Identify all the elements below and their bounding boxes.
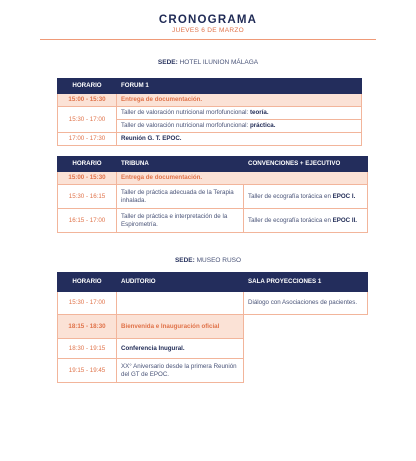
activity-emphasis: EPOC I. <box>332 192 356 200</box>
header-tribuna: TRIBUNA <box>117 157 244 172</box>
header-sala: SALA PROYECCIONES 1 <box>244 273 368 292</box>
venue-label: SEDE: <box>157 59 178 66</box>
activity-emphasis: teoría. <box>249 109 269 117</box>
activity-text: Taller de valoración nutricional morfofuncional: <box>121 122 250 130</box>
row-time: 15:00 - 15:30 <box>58 94 117 107</box>
activity-text: Taller de ecografía torácica en <box>248 216 333 224</box>
table-row <box>58 292 368 315</box>
row-activity <box>117 120 362 133</box>
row-activity-auditorio <box>117 292 244 315</box>
row-time: 15:30 - 17:00 <box>58 107 117 133</box>
museo-schedule-table <box>57 272 368 383</box>
row-activity-convenciones <box>244 209 368 233</box>
table-row <box>58 133 362 146</box>
row-empty-cell <box>244 339 368 359</box>
tribuna-schedule-table <box>57 156 368 233</box>
venue-label: SEDE: <box>174 257 195 264</box>
header-horario: HORARIO <box>58 79 117 94</box>
header-divider <box>40 39 376 40</box>
row-activity-tribuna: Taller de práctica adecuada de la Terapia inhalada. <box>117 185 244 209</box>
row-time: 18:15 - 18:30 <box>58 315 117 339</box>
header-auditorio: AUDITORIO <box>117 273 244 292</box>
activity-emphasis: EPOC II. <box>332 216 358 224</box>
venue-heading-museo <box>0 257 416 264</box>
row-activity: Entrega de documentación. <box>117 94 362 107</box>
page-title: CRONOGRAMA <box>158 14 258 26</box>
row-activity-tribuna: Taller de práctica e interpretación de la Espirometría. <box>117 209 244 233</box>
activity-text: Taller de valoración nutricional morfofuncional: <box>121 109 250 117</box>
table-header-row <box>58 79 362 94</box>
row-time: 16:15 - 17:00 <box>58 209 117 233</box>
activity-emphasis: práctica. <box>249 122 276 130</box>
row-activity-convenciones <box>244 185 368 209</box>
forum-schedule-table <box>57 78 362 146</box>
table-row <box>58 339 368 359</box>
row-activity: Entrega de documentación. <box>117 172 368 185</box>
table-row <box>58 172 368 185</box>
table-row <box>58 94 362 107</box>
page-date: JUEVES 6 DE MARZO <box>172 27 244 34</box>
table-row <box>58 315 368 339</box>
row-activity: Reunión G. T. EPOC. <box>117 133 362 146</box>
row-activity-auditorio: Conferencia Inugural. <box>117 339 244 359</box>
header-horario: HORARIO <box>58 273 117 292</box>
venue-heading-hotel <box>0 59 416 66</box>
row-time: 17:00 - 17:30 <box>58 133 117 146</box>
activity-text: Taller de ecografía torácica en <box>248 192 333 200</box>
page-header <box>0 14 416 34</box>
row-empty-cell <box>244 359 368 383</box>
row-time: 15:30 - 17:00 <box>58 292 117 315</box>
header-horario: HORARIO <box>58 157 117 172</box>
row-time: 18:30 - 19:15 <box>58 339 117 359</box>
row-time: 15:00 - 15:30 <box>58 172 117 185</box>
row-activity <box>117 107 362 120</box>
row-activity-auditorio: Bienvenida e Inauguración oficial <box>117 315 244 339</box>
row-empty-cell <box>244 315 368 339</box>
header-forum: FORUM 1 <box>117 79 362 94</box>
table-header-row <box>58 157 368 172</box>
table-row <box>58 209 368 233</box>
venue-name: HOTEL ILUNION MÁLAGA <box>179 59 259 66</box>
venue-name: MUSEO RUSO <box>196 257 242 264</box>
row-time: 19:15 - 19:45 <box>58 359 117 383</box>
row-activity-sala: Diálogo con Asociaciones de pacientes. <box>244 292 368 315</box>
table-row <box>58 359 368 383</box>
row-activity-auditorio: XX° Aniversario desde la primera Reunión del GT de EPOC. <box>117 359 244 383</box>
table-row <box>58 107 362 120</box>
table-header-row <box>58 273 368 292</box>
header-convenciones: CONVENCIONES + EJECUTIVO <box>244 157 368 172</box>
row-time: 15:30 - 16:15 <box>58 185 117 209</box>
table-row <box>58 185 368 209</box>
